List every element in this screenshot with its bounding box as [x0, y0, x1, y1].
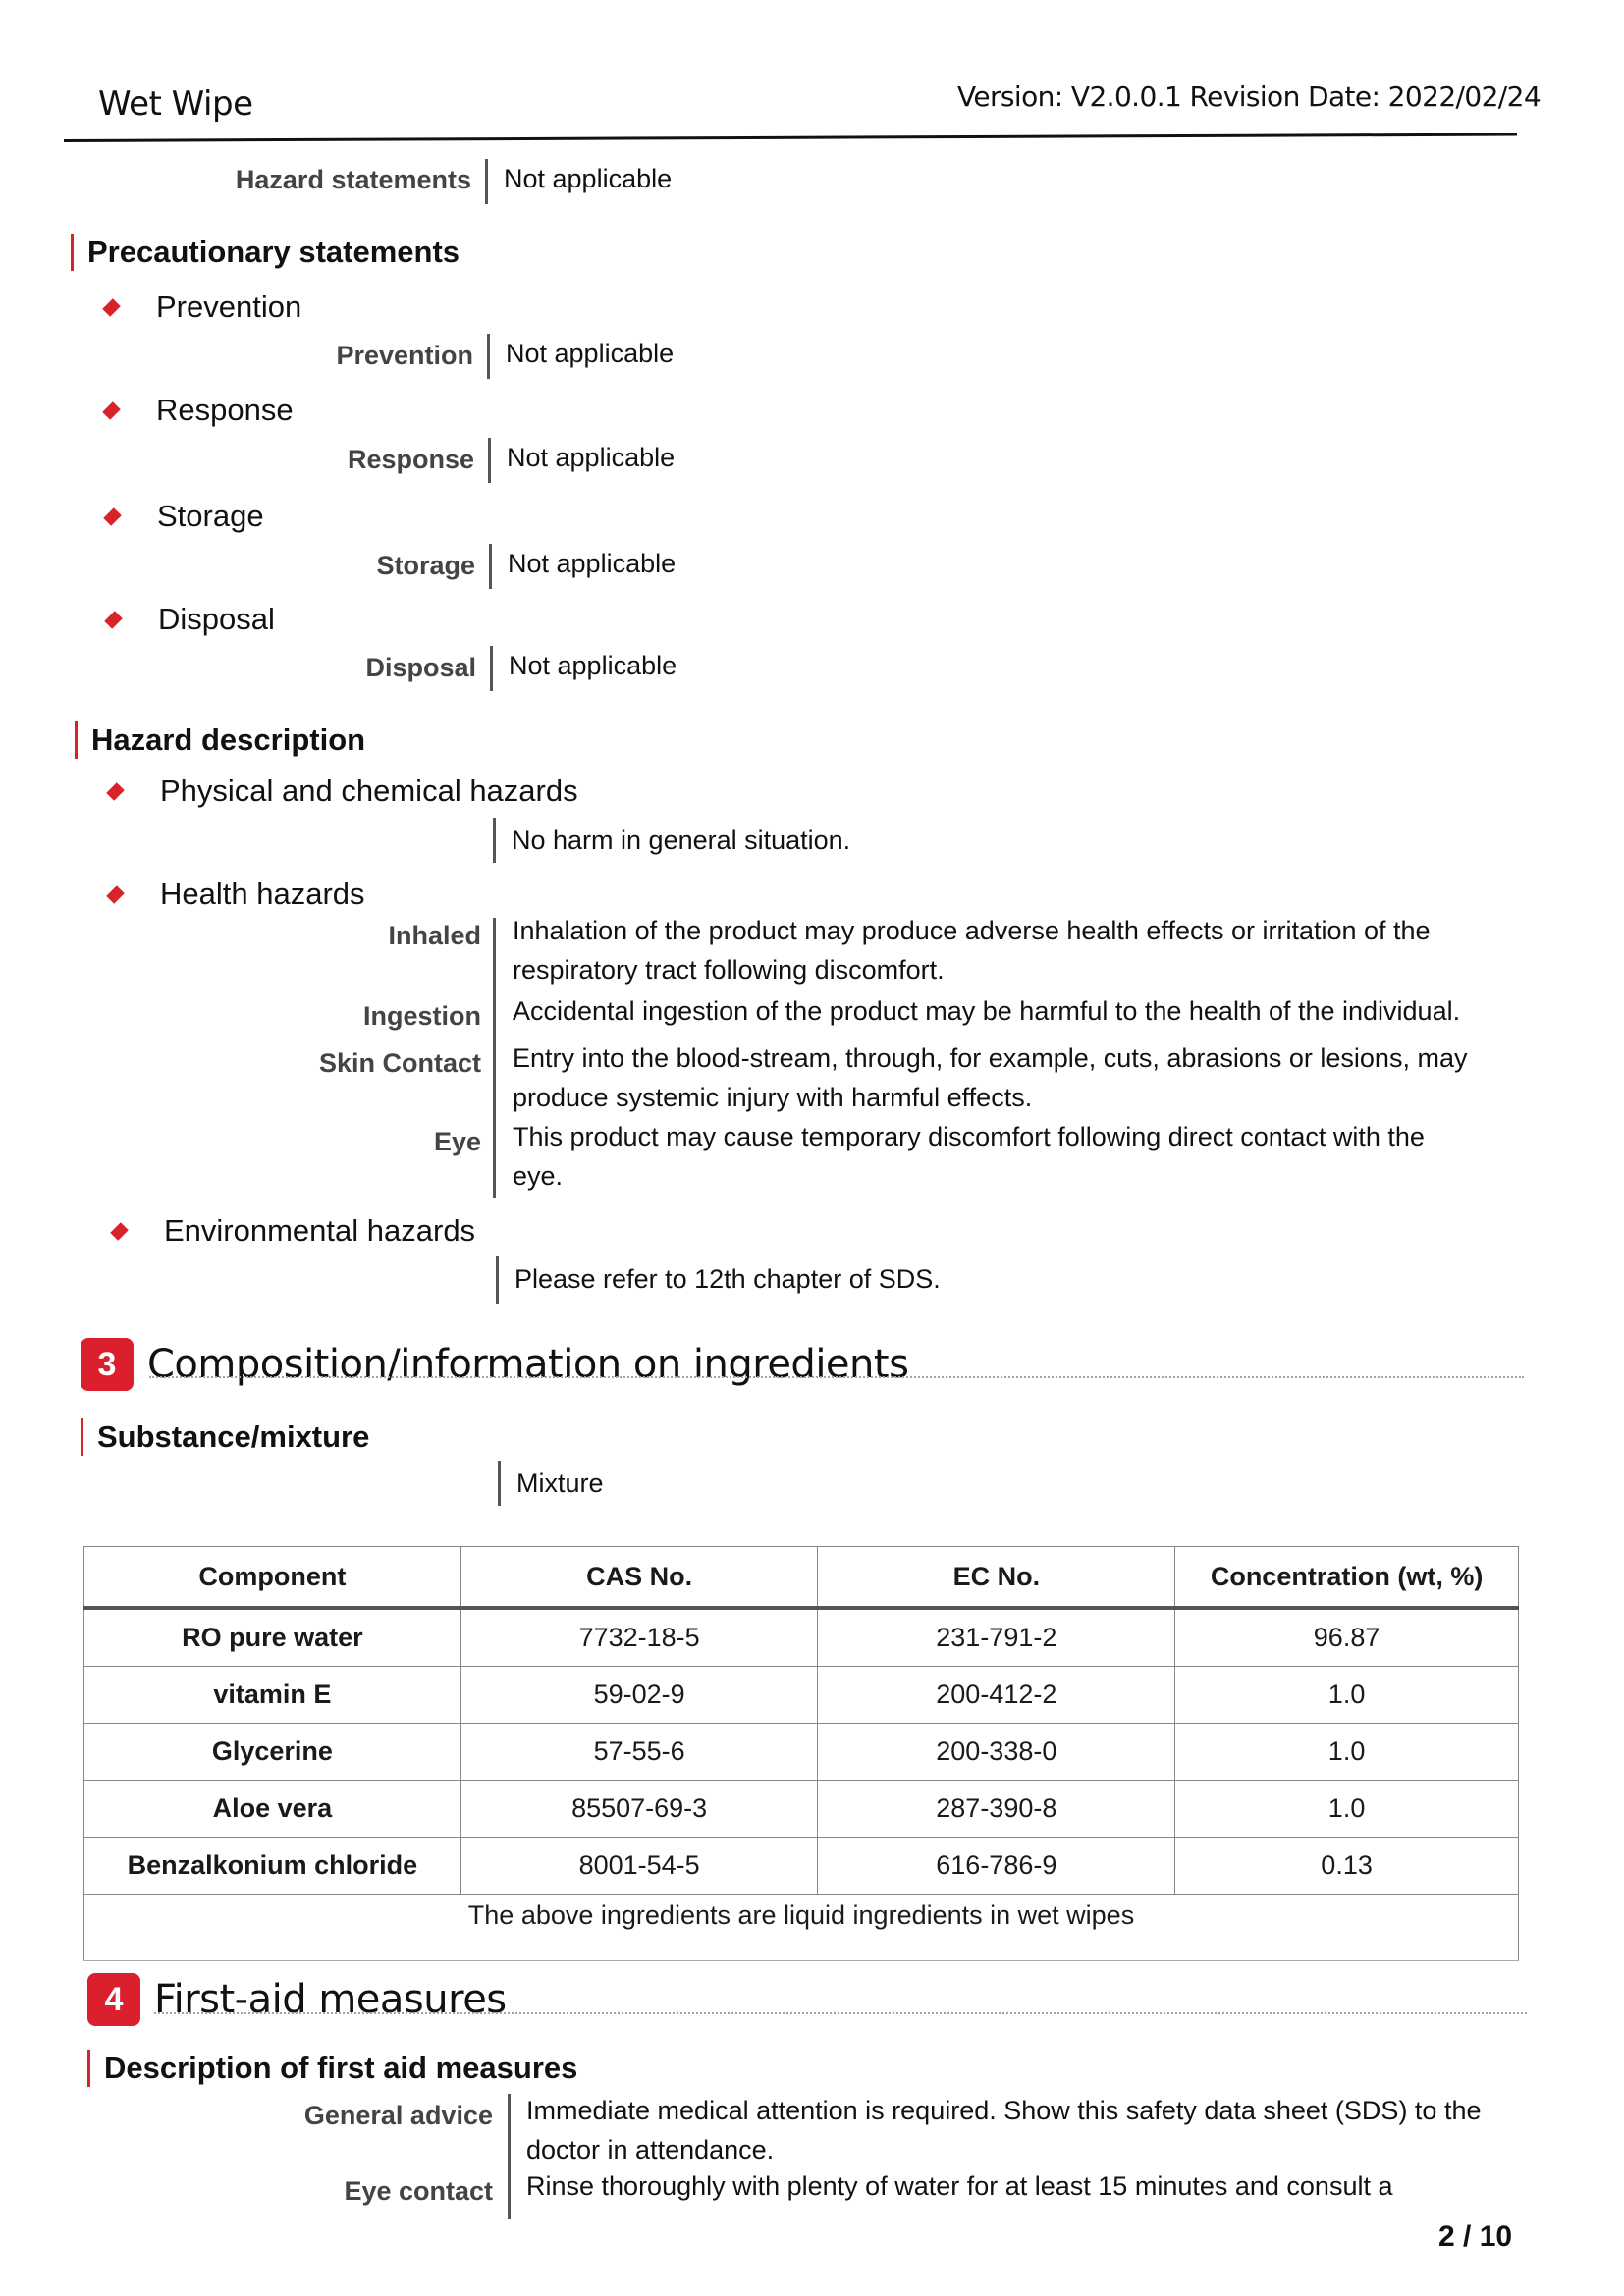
- section-number-badge: 3: [81, 1338, 134, 1391]
- skin-contact-label: Skin Contact: [318, 1048, 481, 1078]
- disposal-value: Not applicable: [509, 651, 677, 680]
- component-cell: RO pure water: [84, 1608, 461, 1667]
- diamond-bullet-icon: [102, 401, 121, 420]
- bullet-label: Physical and chemical hazards: [160, 774, 578, 808]
- bullet-physical-chemical-hazards: [102, 774, 578, 809]
- bullet-label: Storage: [157, 499, 264, 533]
- concentration-cell: 0.13: [1175, 1838, 1519, 1895]
- concentration-cell: 1.0: [1175, 1667, 1519, 1724]
- section-title: First-aid measures: [154, 1977, 507, 2022]
- bullet-storage: [99, 499, 264, 534]
- response-row: [177, 438, 675, 483]
- ec-cell: 200-338-0: [818, 1724, 1175, 1781]
- hazard-statements-value: Not applicable: [504, 164, 673, 193]
- table-footnote-row: [84, 1895, 1519, 1961]
- section-number-badge: 4: [87, 1973, 140, 2026]
- column-header: EC No.: [818, 1547, 1175, 1609]
- section-dotted-rule: [149, 1376, 1524, 1378]
- cas-cell: 59-02-9: [460, 1667, 818, 1724]
- storage-label: Storage: [376, 551, 475, 580]
- concentration-cell: 1.0: [1175, 1724, 1519, 1781]
- hazard-description-heading: Hazard description: [75, 721, 365, 759]
- bullet-prevention: [98, 290, 301, 325]
- section-3-heading: [81, 1338, 908, 1391]
- component-cell: Aloe vera: [84, 1781, 461, 1838]
- empty-label: [177, 818, 493, 863]
- eye-label: Eye: [433, 1127, 481, 1156]
- concentration-cell: 96.87: [1175, 1608, 1519, 1667]
- bullet-label: Environmental hazards: [164, 1213, 476, 1248]
- table-row: [84, 1781, 1519, 1838]
- component-cell: Benzalkonium chloride: [84, 1838, 461, 1895]
- cas-cell: 57-55-6: [460, 1724, 818, 1781]
- bullet-label: Health hazards: [160, 877, 365, 911]
- ec-cell: 287-390-8: [818, 1781, 1175, 1838]
- eye-contact-label: Eye contact: [344, 2176, 493, 2206]
- ec-cell: 231-791-2: [818, 1608, 1175, 1667]
- disposal-label: Disposal: [365, 653, 476, 682]
- general-advice-label: General advice: [303, 2101, 493, 2130]
- physical-hazards-row: [177, 818, 850, 863]
- substance-row: [177, 1461, 604, 1506]
- hazard-statements-label: Hazard statements: [235, 165, 471, 194]
- skin-contact-value: Entry into the blood-stream, through, for example, cuts, abrasions or lesions, may produce systemic injury with harmful effects.: [513, 1043, 1468, 1112]
- ingestion-value: Accidental ingestion of the product may be harmful to the health of the individual.: [513, 996, 1461, 1026]
- diamond-bullet-icon: [106, 885, 125, 904]
- eye-value: This product may cause temporary discomfort following direct contact with the eye.: [513, 1122, 1425, 1191]
- diamond-bullet-icon: [103, 507, 122, 526]
- table-row: [84, 1608, 1519, 1667]
- diamond-bullet-icon: [104, 611, 123, 629]
- bullet-health-hazards: [102, 877, 365, 912]
- table-footnote: The above ingredients are liquid ingredients in wet wipes: [84, 1895, 1519, 1961]
- divider-bar: [493, 918, 496, 1198]
- environmental-hazards-value: Please refer to 12th chapter of SDS.: [514, 1264, 941, 1294]
- column-header: CAS No.: [460, 1547, 818, 1609]
- component-cell: Glycerine: [84, 1724, 461, 1781]
- response-label: Response: [347, 445, 474, 474]
- storage-value: Not applicable: [508, 549, 677, 578]
- ec-cell: 616-786-9: [818, 1838, 1175, 1895]
- version-revision-date: Version: V2.0.0.1 Revision Date: 2022/02/24: [957, 80, 1542, 113]
- hazard-statements-row: [177, 159, 672, 204]
- table-row: [84, 1667, 1519, 1724]
- header-divider: [64, 133, 1517, 142]
- bullet-label: Response: [156, 393, 294, 427]
- response-value: Not applicable: [507, 443, 676, 472]
- ec-cell: 200-412-2: [818, 1667, 1175, 1724]
- general-advice-value: Immediate medical attention is required. Show this safety data sheet (SDS) to the doctor in attendance.: [526, 2096, 1482, 2164]
- substance-mixture-heading: Substance/mixture: [81, 1418, 369, 1456]
- bullet-label: Disposal: [158, 602, 275, 636]
- document-title: Wet Wipe: [98, 84, 253, 124]
- bullet-response: [98, 393, 294, 428]
- cas-cell: 8001-54-5: [460, 1838, 818, 1895]
- column-header: Concentration (wt, %): [1175, 1547, 1519, 1609]
- table-row: [84, 1724, 1519, 1781]
- section-dotted-rule: [154, 2012, 1527, 2014]
- inhaled-value: Inhalation of the product may produce adverse health effects or irritation of the respiratory tract following discomfort.: [513, 916, 1431, 985]
- prevention-label: Prevention: [336, 341, 473, 370]
- table-row: [84, 1838, 1519, 1895]
- prevention-row: [177, 334, 674, 379]
- empty-label: [177, 1461, 498, 1506]
- environmental-hazards-row: [177, 1256, 941, 1304]
- eye-contact-value: Rinse thoroughly with plenty of water for at least 15 minutes and consult a: [526, 2171, 1393, 2201]
- empty-label: [177, 1256, 496, 1304]
- physical-hazards-value: No harm in general situation.: [512, 826, 851, 855]
- cas-cell: 85507-69-3: [460, 1781, 818, 1838]
- bullet-disposal: [100, 602, 275, 637]
- ingestion-label: Ingestion: [363, 1001, 481, 1031]
- composition-table: [83, 1546, 1519, 1961]
- cas-cell: 7732-18-5: [460, 1608, 818, 1667]
- diamond-bullet-icon: [110, 1222, 129, 1241]
- concentration-cell: 1.0: [1175, 1781, 1519, 1838]
- disposal-row: [177, 646, 677, 691]
- bullet-environmental-hazards: [106, 1213, 475, 1249]
- prevention-value: Not applicable: [506, 339, 675, 368]
- section-4-heading: [87, 1973, 507, 2026]
- storage-row: [177, 544, 676, 589]
- component-cell: vitamin E: [84, 1667, 461, 1724]
- divider-bar: [508, 2094, 511, 2219]
- section-title: Composition/information on ingredients: [147, 1342, 909, 1387]
- diamond-bullet-icon: [106, 782, 125, 801]
- substance-value: Mixture: [516, 1468, 604, 1498]
- column-header: Component: [84, 1547, 461, 1609]
- precautionary-statements-heading: Precautionary statements: [71, 234, 460, 271]
- page-number: 2 / 10: [1438, 2220, 1513, 2253]
- bullet-label: Prevention: [156, 290, 302, 324]
- diamond-bullet-icon: [102, 298, 121, 317]
- inhaled-label: Inhaled: [388, 921, 481, 950]
- table-header-row: [84, 1547, 1519, 1609]
- first-aid-description-heading: Description of first aid measures: [87, 2050, 577, 2087]
